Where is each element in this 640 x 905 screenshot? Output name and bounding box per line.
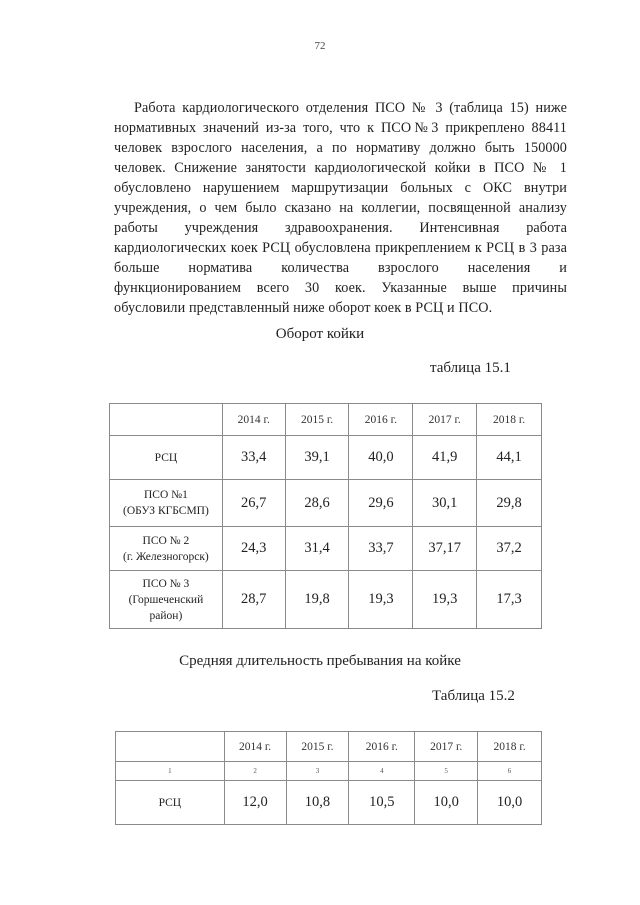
table-bed-turnover — [109, 403, 542, 629]
table-row — [116, 781, 542, 825]
table-cell: 10,0 — [415, 781, 478, 825]
index-cell: 2 — [224, 762, 286, 781]
table1-caption: таблица 15.1 — [430, 360, 511, 376]
table-average-stay — [115, 731, 542, 825]
table-cell: 12,0 — [224, 781, 286, 825]
table2-year: 2017 г. — [415, 732, 478, 762]
table1-year: 2017 г. — [413, 404, 477, 436]
index-cell: 1 — [116, 762, 225, 781]
table2-title: Средняя длительность пребывания на койке — [179, 653, 461, 669]
table1-header-row — [110, 404, 542, 436]
page-number: 72 — [314, 40, 326, 52]
table-cell: 19,3 — [349, 571, 413, 629]
row-label: ПСО № 2 (г. Железногорск) — [110, 527, 223, 571]
table-cell: 37,2 — [477, 527, 542, 571]
table-cell: 37,17 — [413, 527, 477, 571]
table2-year: 2014 г. — [224, 732, 286, 762]
table-cell: 39,1 — [285, 436, 349, 480]
table2-corner-cell — [116, 732, 225, 762]
table-cell: 33,4 — [222, 436, 285, 480]
table1-title: Оборот койки — [275, 326, 365, 342]
table-cell: 28,7 — [222, 571, 285, 629]
table-cell: 40,0 — [349, 436, 413, 480]
table2-caption: Таблица 15.2 — [432, 688, 515, 704]
row-label: ПСО №1 (ОБУЗ КГБСМП) — [110, 480, 223, 527]
table-cell: 10,0 — [478, 781, 542, 825]
row-label: РСЦ — [116, 781, 225, 825]
table-cell: 24,3 — [222, 527, 285, 571]
table-cell: 31,4 — [285, 527, 349, 571]
table-cell: 33,7 — [349, 527, 413, 571]
table1-year: 2018 г. — [477, 404, 542, 436]
table-cell: 17,3 — [477, 571, 542, 629]
index-cell: 6 — [478, 762, 542, 781]
row-label: ПСО № 3 (Горшеченский район) — [110, 571, 223, 629]
row-label: РСЦ — [110, 436, 223, 480]
table-cell: 44,1 — [477, 436, 542, 480]
index-cell: 4 — [349, 762, 415, 781]
table-row — [110, 571, 542, 629]
table-row — [110, 527, 542, 571]
table-row — [110, 436, 542, 480]
index-cell: 5 — [415, 762, 478, 781]
table-cell: 30,1 — [413, 480, 477, 527]
table-cell: 19,3 — [413, 571, 477, 629]
table2-year: 2016 г. — [349, 732, 415, 762]
table1-year: 2015 г. — [285, 404, 349, 436]
table2-year: 2018 г. — [478, 732, 542, 762]
table-cell: 10,8 — [286, 781, 349, 825]
table-cell: 10,5 — [349, 781, 415, 825]
table-row — [110, 480, 542, 527]
table-cell: 41,9 — [413, 436, 477, 480]
table-cell: 29,8 — [477, 480, 542, 527]
index-cell: 3 — [286, 762, 349, 781]
table2-index-row — [116, 762, 542, 781]
body-paragraph: Работа кардиологического отделения ПСО № 3 (таблица 15) ниже нормативных значений из-за того, что к ПСО№3 прикреплено 88411 человек взрослого населения, а по нормативу должно быть 150000 человек. Снижение занятости кардиологической койки в ПСО № 1 обусловлено нарушением маршрутизации больных с ОКС внутри учреждения, о чем было сказано на коллегии, посвященной анализу работы учреждения здравоохранения. Интенсивная работа кардиологических коек РСЦ обусловлена прикреплением к РСЦ в 3 раза больше норматива количества взрослого населения и функционированием всего 30 коек. Указанные выше причины обусловили представленный ниже оборот коек в РСЦ и ПСО. — [114, 100, 567, 316]
table-cell: 26,7 — [222, 480, 285, 527]
table1-year: 2014 г. — [222, 404, 285, 436]
table-cell: 28,6 — [285, 480, 349, 527]
table2-year: 2015 г. — [286, 732, 349, 762]
table1-corner-cell — [110, 404, 223, 436]
table2-header-row — [116, 732, 542, 762]
table1-year: 2016 г. — [349, 404, 413, 436]
table-cell: 29,6 — [349, 480, 413, 527]
table-cell: 19,8 — [285, 571, 349, 629]
